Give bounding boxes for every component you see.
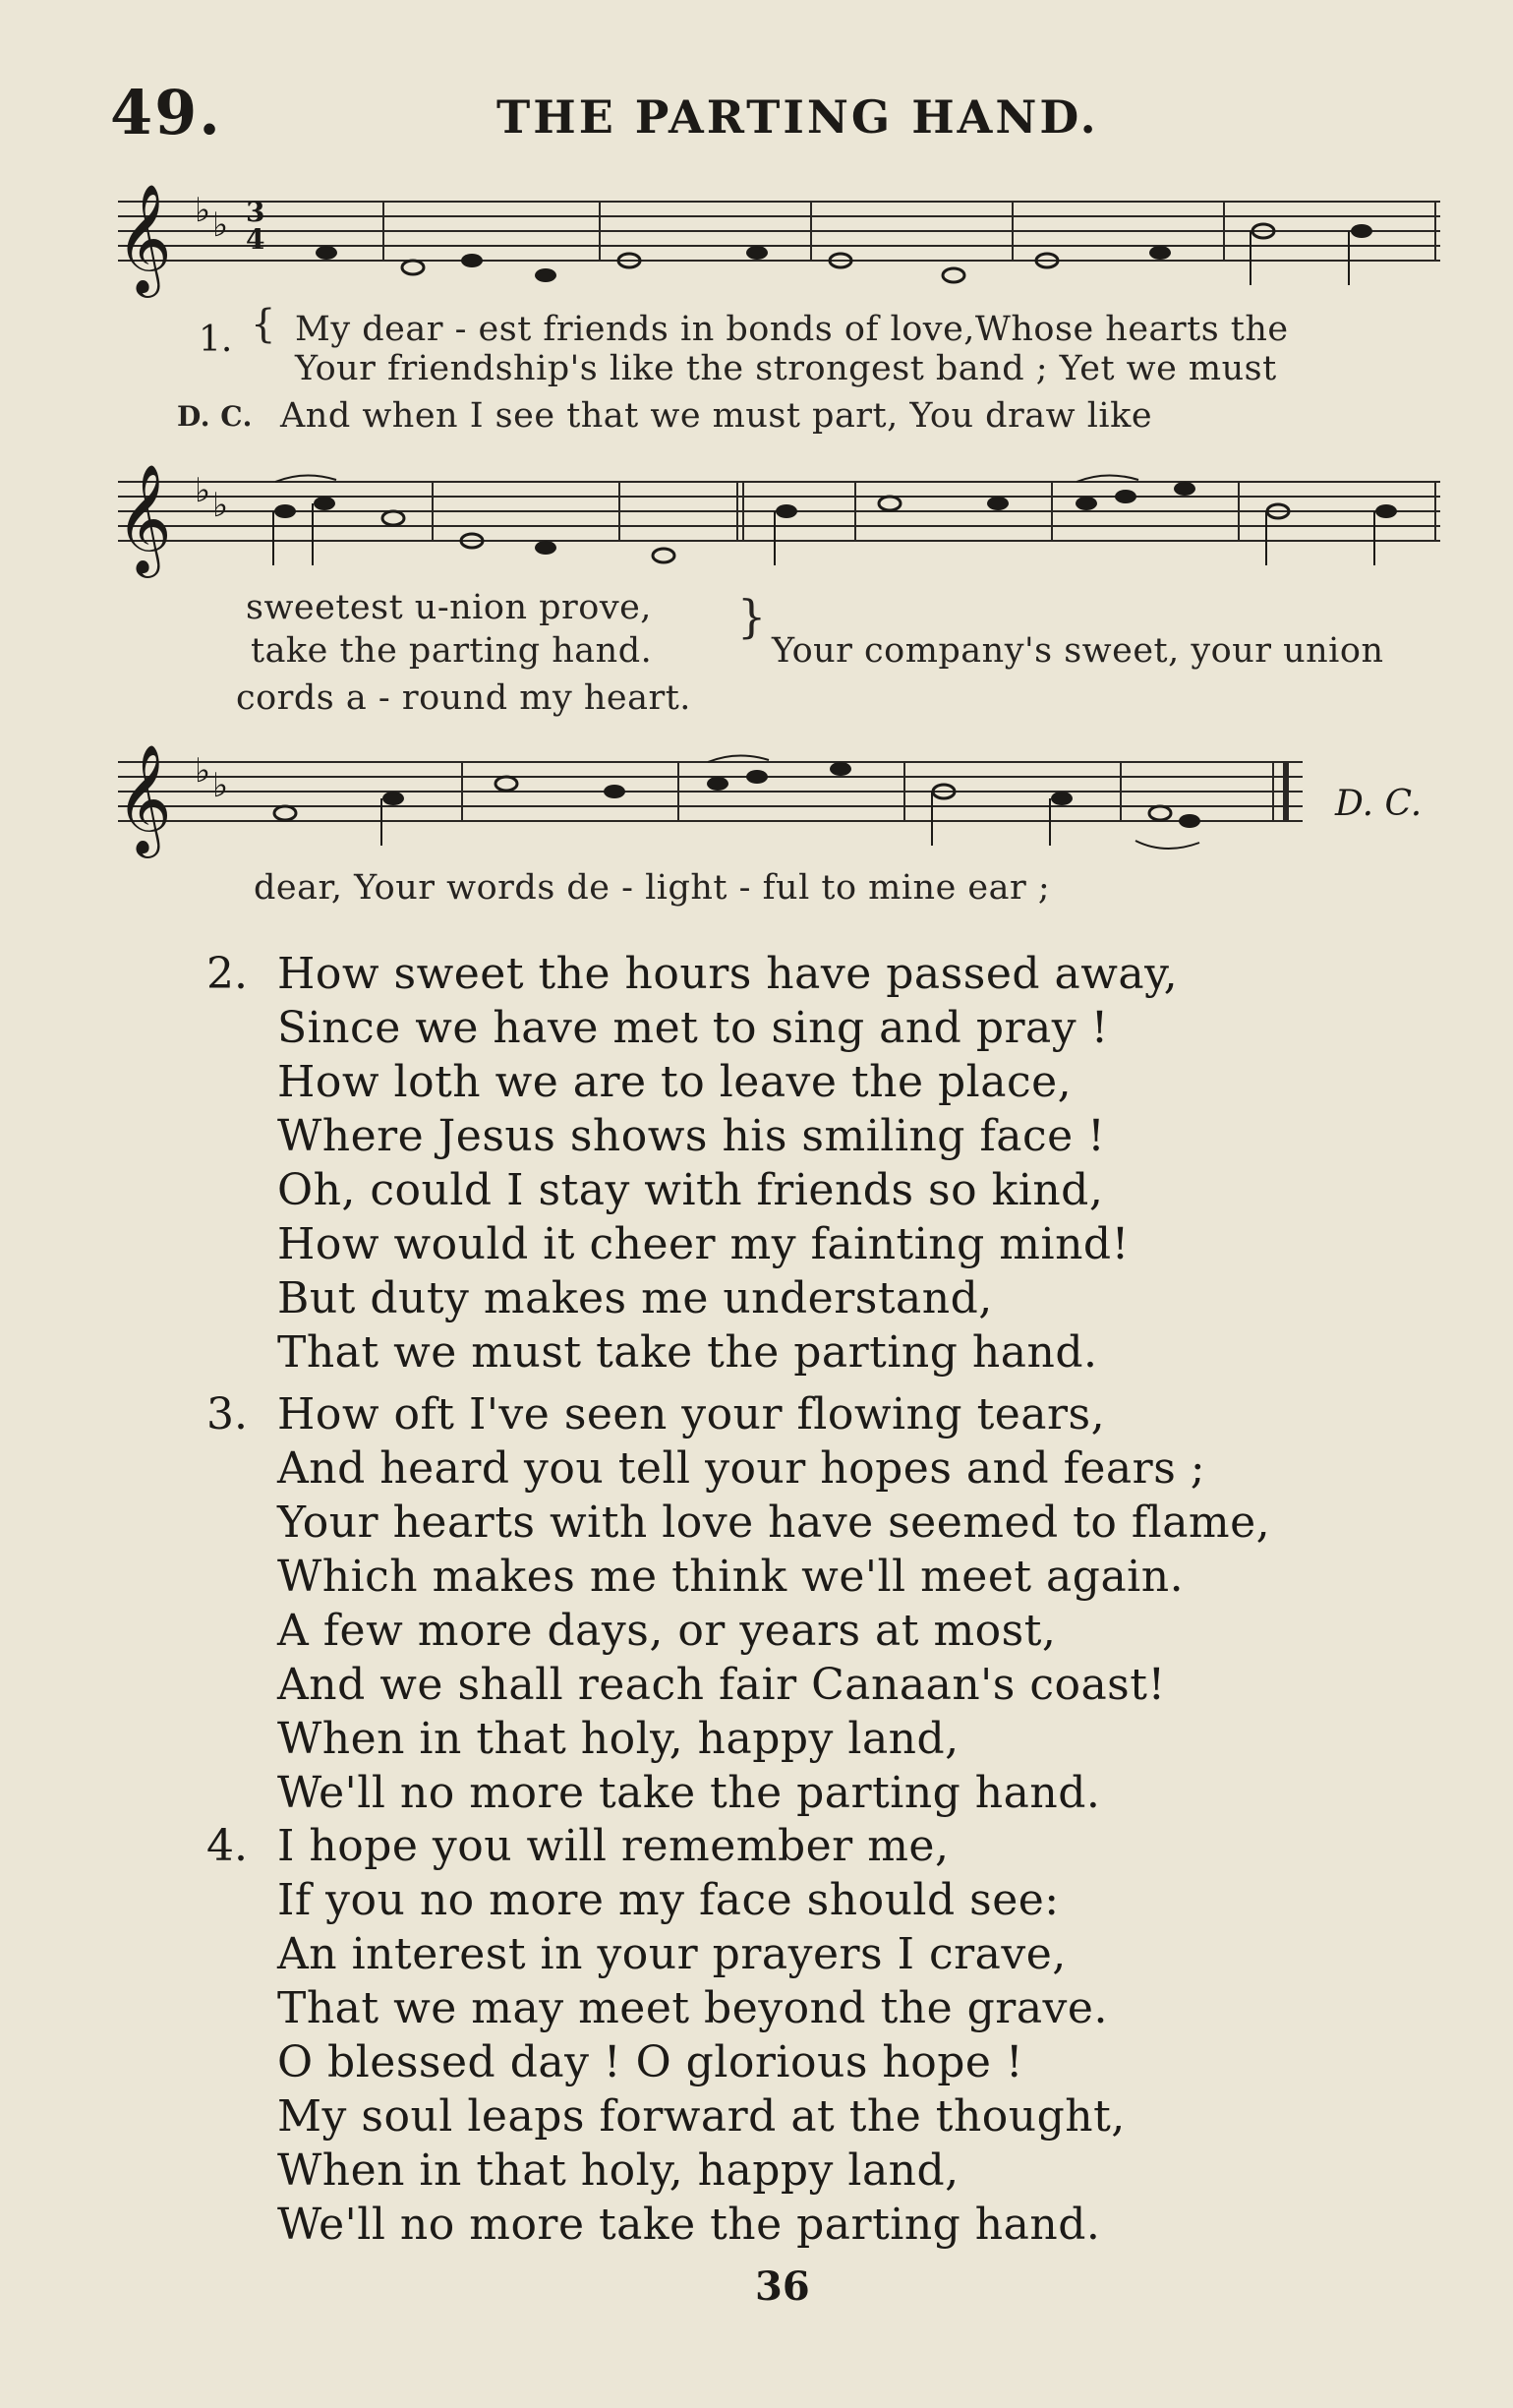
flat-icon: ♭	[212, 766, 229, 805]
music-staff-1	[108, 172, 1445, 447]
svg-text:4: 4	[246, 223, 265, 256]
lyric-line: take the parting hand.	[251, 631, 653, 671]
staff-3-notation	[108, 742, 1317, 880]
verse-line: And we shall reach fair Canaan's coast!	[277, 1660, 1166, 1710]
verse-line: We'll no more take the parting hand.	[277, 1768, 1101, 1818]
lyric-line: sweetest u-nion prove,	[246, 588, 652, 627]
verse-line: If you no more my face should see:	[277, 1875, 1060, 1925]
hymn-number: 49.	[110, 77, 222, 148]
lyric-line: My dear - est friends in bonds of love,Whose hearts the	[295, 310, 1289, 349]
verse-line: How oft I've seen your flowing tears,	[277, 1389, 1106, 1439]
music-staff-2	[108, 462, 1445, 728]
lyric-line: Your friendship's like the strongest band ; Yet we must	[295, 349, 1277, 388]
staff-1-notation	[108, 172, 1445, 320]
flat-icon: ♭	[195, 751, 211, 791]
verse-line: How sweet the hours have passed away,	[277, 949, 1179, 999]
treble-clef-icon: 𝄞	[116, 463, 172, 573]
verse-line: That we must take the parting hand.	[277, 1327, 1098, 1378]
verse-number: 3.	[206, 1389, 248, 1439]
dc-label: D. C.	[177, 400, 253, 433]
verse-number: 4.	[206, 1821, 248, 1871]
svg-text:3: 3	[246, 196, 265, 228]
verse-line: O blessed day ! O glorious hope !	[277, 2037, 1024, 2087]
verse-line: Which makes me think we'll meet again.	[277, 1552, 1185, 1602]
lyric-line: Your company's sweet, your union	[772, 631, 1384, 671]
verse-line: Where Jesus shows his smiling face !	[277, 1111, 1106, 1161]
brace-icon: }	[737, 590, 767, 643]
verse-line: A few more days, or years at most,	[277, 1606, 1057, 1656]
verse-line: Your hearts with love have seemed to flame,	[277, 1498, 1271, 1548]
verse-line: When in that holy, happy land,	[277, 1714, 960, 1764]
flat-icon: ♭	[212, 486, 229, 525]
dc-mark: D. C.	[1335, 784, 1423, 824]
verse-line: But duty makes me understand,	[277, 1273, 993, 1323]
lyric-line: And when I see that we must part, You draw like	[280, 396, 1153, 436]
verse-line: My soul leaps forward at the thought,	[277, 2091, 1126, 2142]
lyric-line: cords a - round my heart.	[236, 678, 691, 718]
verse-line: How loth we are to leave the place,	[277, 1057, 1073, 1107]
verse-line: How would it cheer my fainting mind!	[277, 1219, 1130, 1269]
flat-icon: ♭	[195, 191, 211, 230]
music-staff-3	[108, 742, 1445, 929]
verse-line: Since we have met to sing and pray !	[277, 1003, 1109, 1053]
verse-line: Oh, could I stay with friends so kind,	[277, 1165, 1104, 1215]
flat-icon: ♭	[195, 471, 211, 510]
verse-line: We'll no more take the parting hand.	[277, 2200, 1101, 2250]
verse-line: When in that holy, happy land,	[277, 2145, 960, 2196]
verse-line: I hope you will remember me,	[277, 1821, 950, 1871]
verse-number: 2.	[206, 949, 248, 999]
treble-clef-icon: 𝄞	[116, 183, 172, 293]
treble-clef-icon: 𝄞	[116, 743, 172, 853]
flat-icon: ♭	[212, 206, 229, 245]
lyric-line: dear, Your words de - light - ful to mine ear ;	[254, 868, 1051, 908]
page-number: 36	[755, 2263, 810, 2310]
verse-line: That we may meet beyond the grave.	[277, 1983, 1108, 2033]
verse-line: An interest in your prayers I crave,	[277, 1929, 1067, 1979]
verse-line: And heard you tell your hopes and fears ;	[277, 1443, 1206, 1494]
hymn-title: THE PARTING HAND.	[496, 90, 1099, 144]
brace-icon: {	[251, 302, 276, 347]
verse-number: 1.	[199, 320, 233, 360]
